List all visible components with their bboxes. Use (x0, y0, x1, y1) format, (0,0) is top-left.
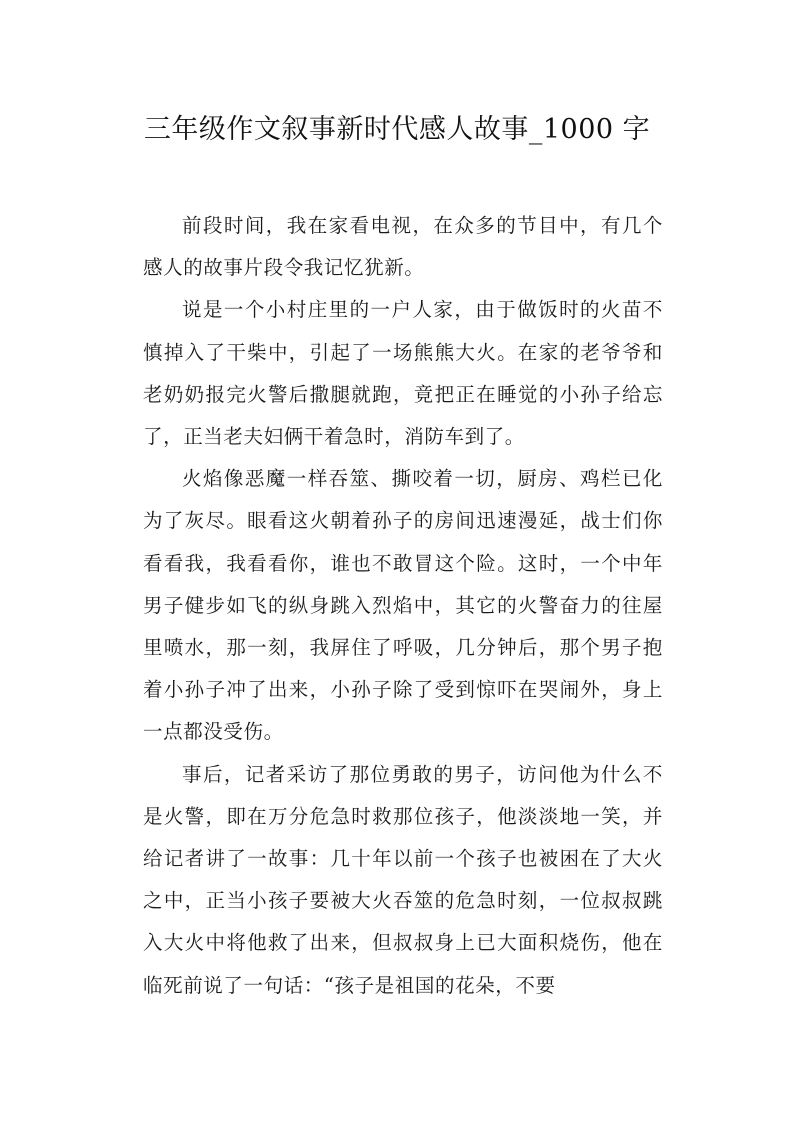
paragraph: 火焰像恶魔一样吞筮、撕咬着一切，厨房、鸡栏已化为了灰尽。眼看这火朝着孙子的房间迅速漫延，战士们你看看我，我看看你，谁也不敢冒这个险。这时，一个中年男子健步如飞的纵身跳入烈焰中，其它的火警奋力的往屋里喷水，那一刻，我屏住了呼吸，几分钟后，那个男子抱着小孙子冲了出来，小孙子除了受到惊吓在哭闹外，身上一点都没受伤。 (143, 467, 663, 744)
paragraph: 事后，记者采访了那位勇敢的男子，访问他为什么不是火警，即在万分危急时救那位孩子，他淡淡地一笑，并给记者讲了一故事：几十年以前一个孩子也被困在了大火之中，正当小孩子要被大火吞筮的危急时刻，一位叔叔跳入大火中将他救了出来，但叔叔身上已大面积烧伤，他在临死前说了一句话：“孩子是祖国的花朵，不要 (143, 762, 663, 997)
document-body (143, 205, 663, 1007)
paragraph: 前段时间，我在家看电视，在众多的节目中，有几个感人的故事片段令我记忆犹新。 (143, 214, 663, 280)
document-title: 三年级作文叙事新时代感人故事_1000 字 (143, 114, 651, 145)
paragraph: 说是一个小村庄里的一户人家，由于做饭时的火苗不慎掉入了干柴中，引起了一场熊熊大火。在家的老爷爷和老奶奶报完火警后撒腿就跑，竟把正在睡觉的小孙子给忘了，正当老夫妇俩干着急时，消防车到了。 (143, 298, 663, 449)
